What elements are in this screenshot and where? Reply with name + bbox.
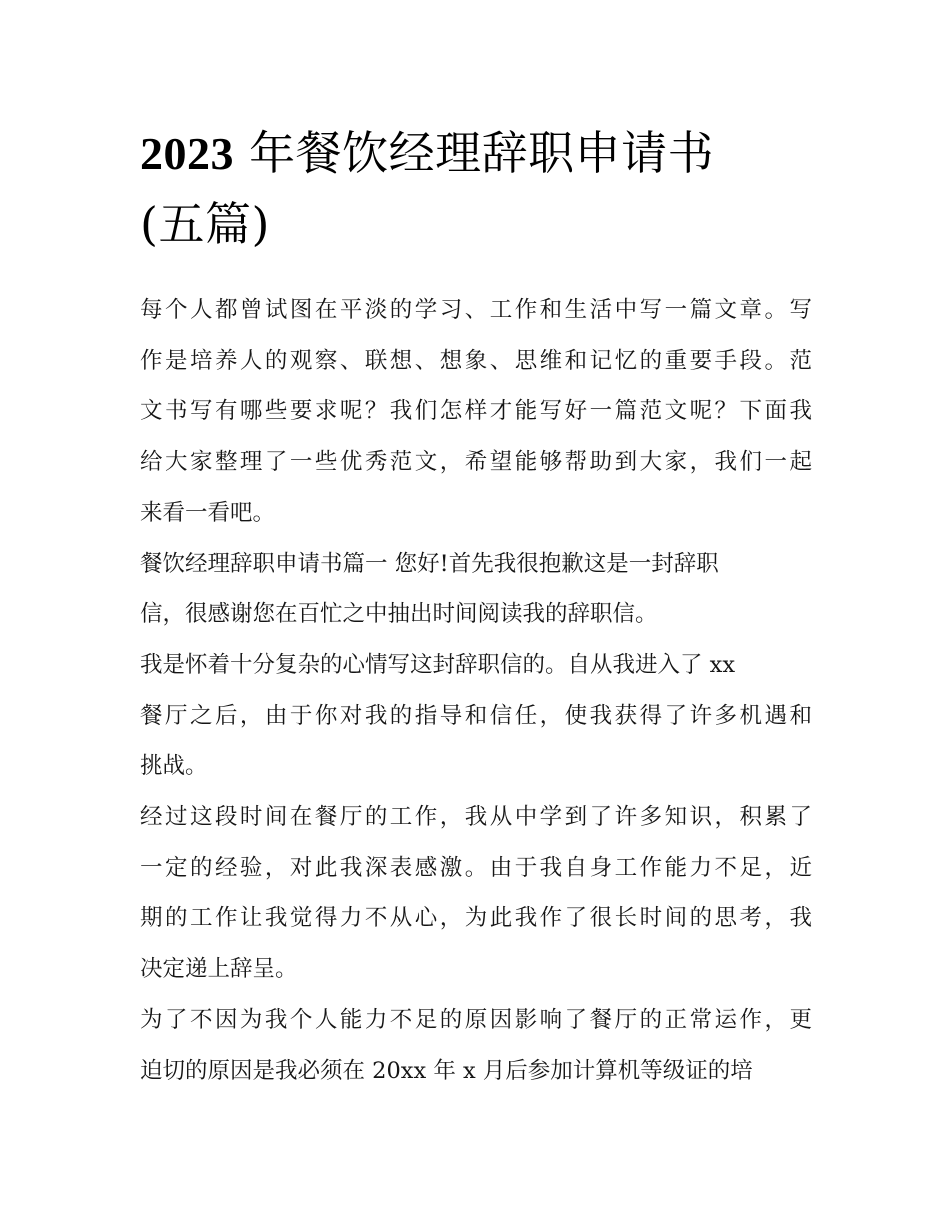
- text-line: 作是培养人的观察、联想、想象、思维和记忆的重要手段。范: [140, 347, 812, 374]
- text-line: 文书写有哪些要求呢？我们怎样才能写好一篇范文呢？下面我: [140, 398, 812, 425]
- text-line: 经过这段时间在餐厅的工作，我从中学到了许多知识，积累了: [140, 804, 812, 831]
- text-line: 期的工作让我觉得力不从心，为此我作了很长时间的思考，我: [140, 905, 812, 932]
- title-line-1: [140, 118, 812, 189]
- text-line: 来看一看吧。: [140, 499, 276, 526]
- title-text: 年餐饮经理辞职申请书: [249, 126, 715, 180]
- document-title: [140, 118, 812, 259]
- text-line: 一定的经验，对此我深表感激。由于我自身工作能力不足，近: [140, 854, 812, 881]
- text-line: 决定递上辞呈。: [140, 956, 298, 983]
- text-line: 为了不因为我个人能力不足的原因影响了餐厅的正常运作，更: [140, 1006, 812, 1033]
- text-line: 餐厅之后，由于你对我的指导和信任，使我获得了许多机遇和: [140, 702, 812, 729]
- document-body: [140, 285, 812, 1096]
- text-line: 迫切的原因是我必须在 20xx 年 x 月后参加计算机等级证的培: [140, 1057, 753, 1084]
- text-line: 餐饮经理辞职申请书篇一 您好!首先我很抱歉这是一封辞职: [140, 550, 719, 577]
- text-line: 给大家整理了一些优秀范文，希望能够帮助到大家，我们一起: [140, 449, 812, 476]
- text-line: 挑战。: [140, 753, 208, 780]
- text-line: 信，很感谢您在百忙之中抽出时间阅读我的辞职信。: [140, 601, 658, 628]
- text-line: 每个人都曾试图在平淡的学习、工作和生活中写一篇文章。写: [140, 297, 812, 323]
- text-line: 我是怀着十分复杂的心情写这封辞职信的。自从我进入了 xx: [140, 651, 736, 678]
- document-content: [140, 118, 812, 1096]
- title-line-2: (五篇): [140, 197, 270, 251]
- title-year: 2023: [140, 128, 234, 179]
